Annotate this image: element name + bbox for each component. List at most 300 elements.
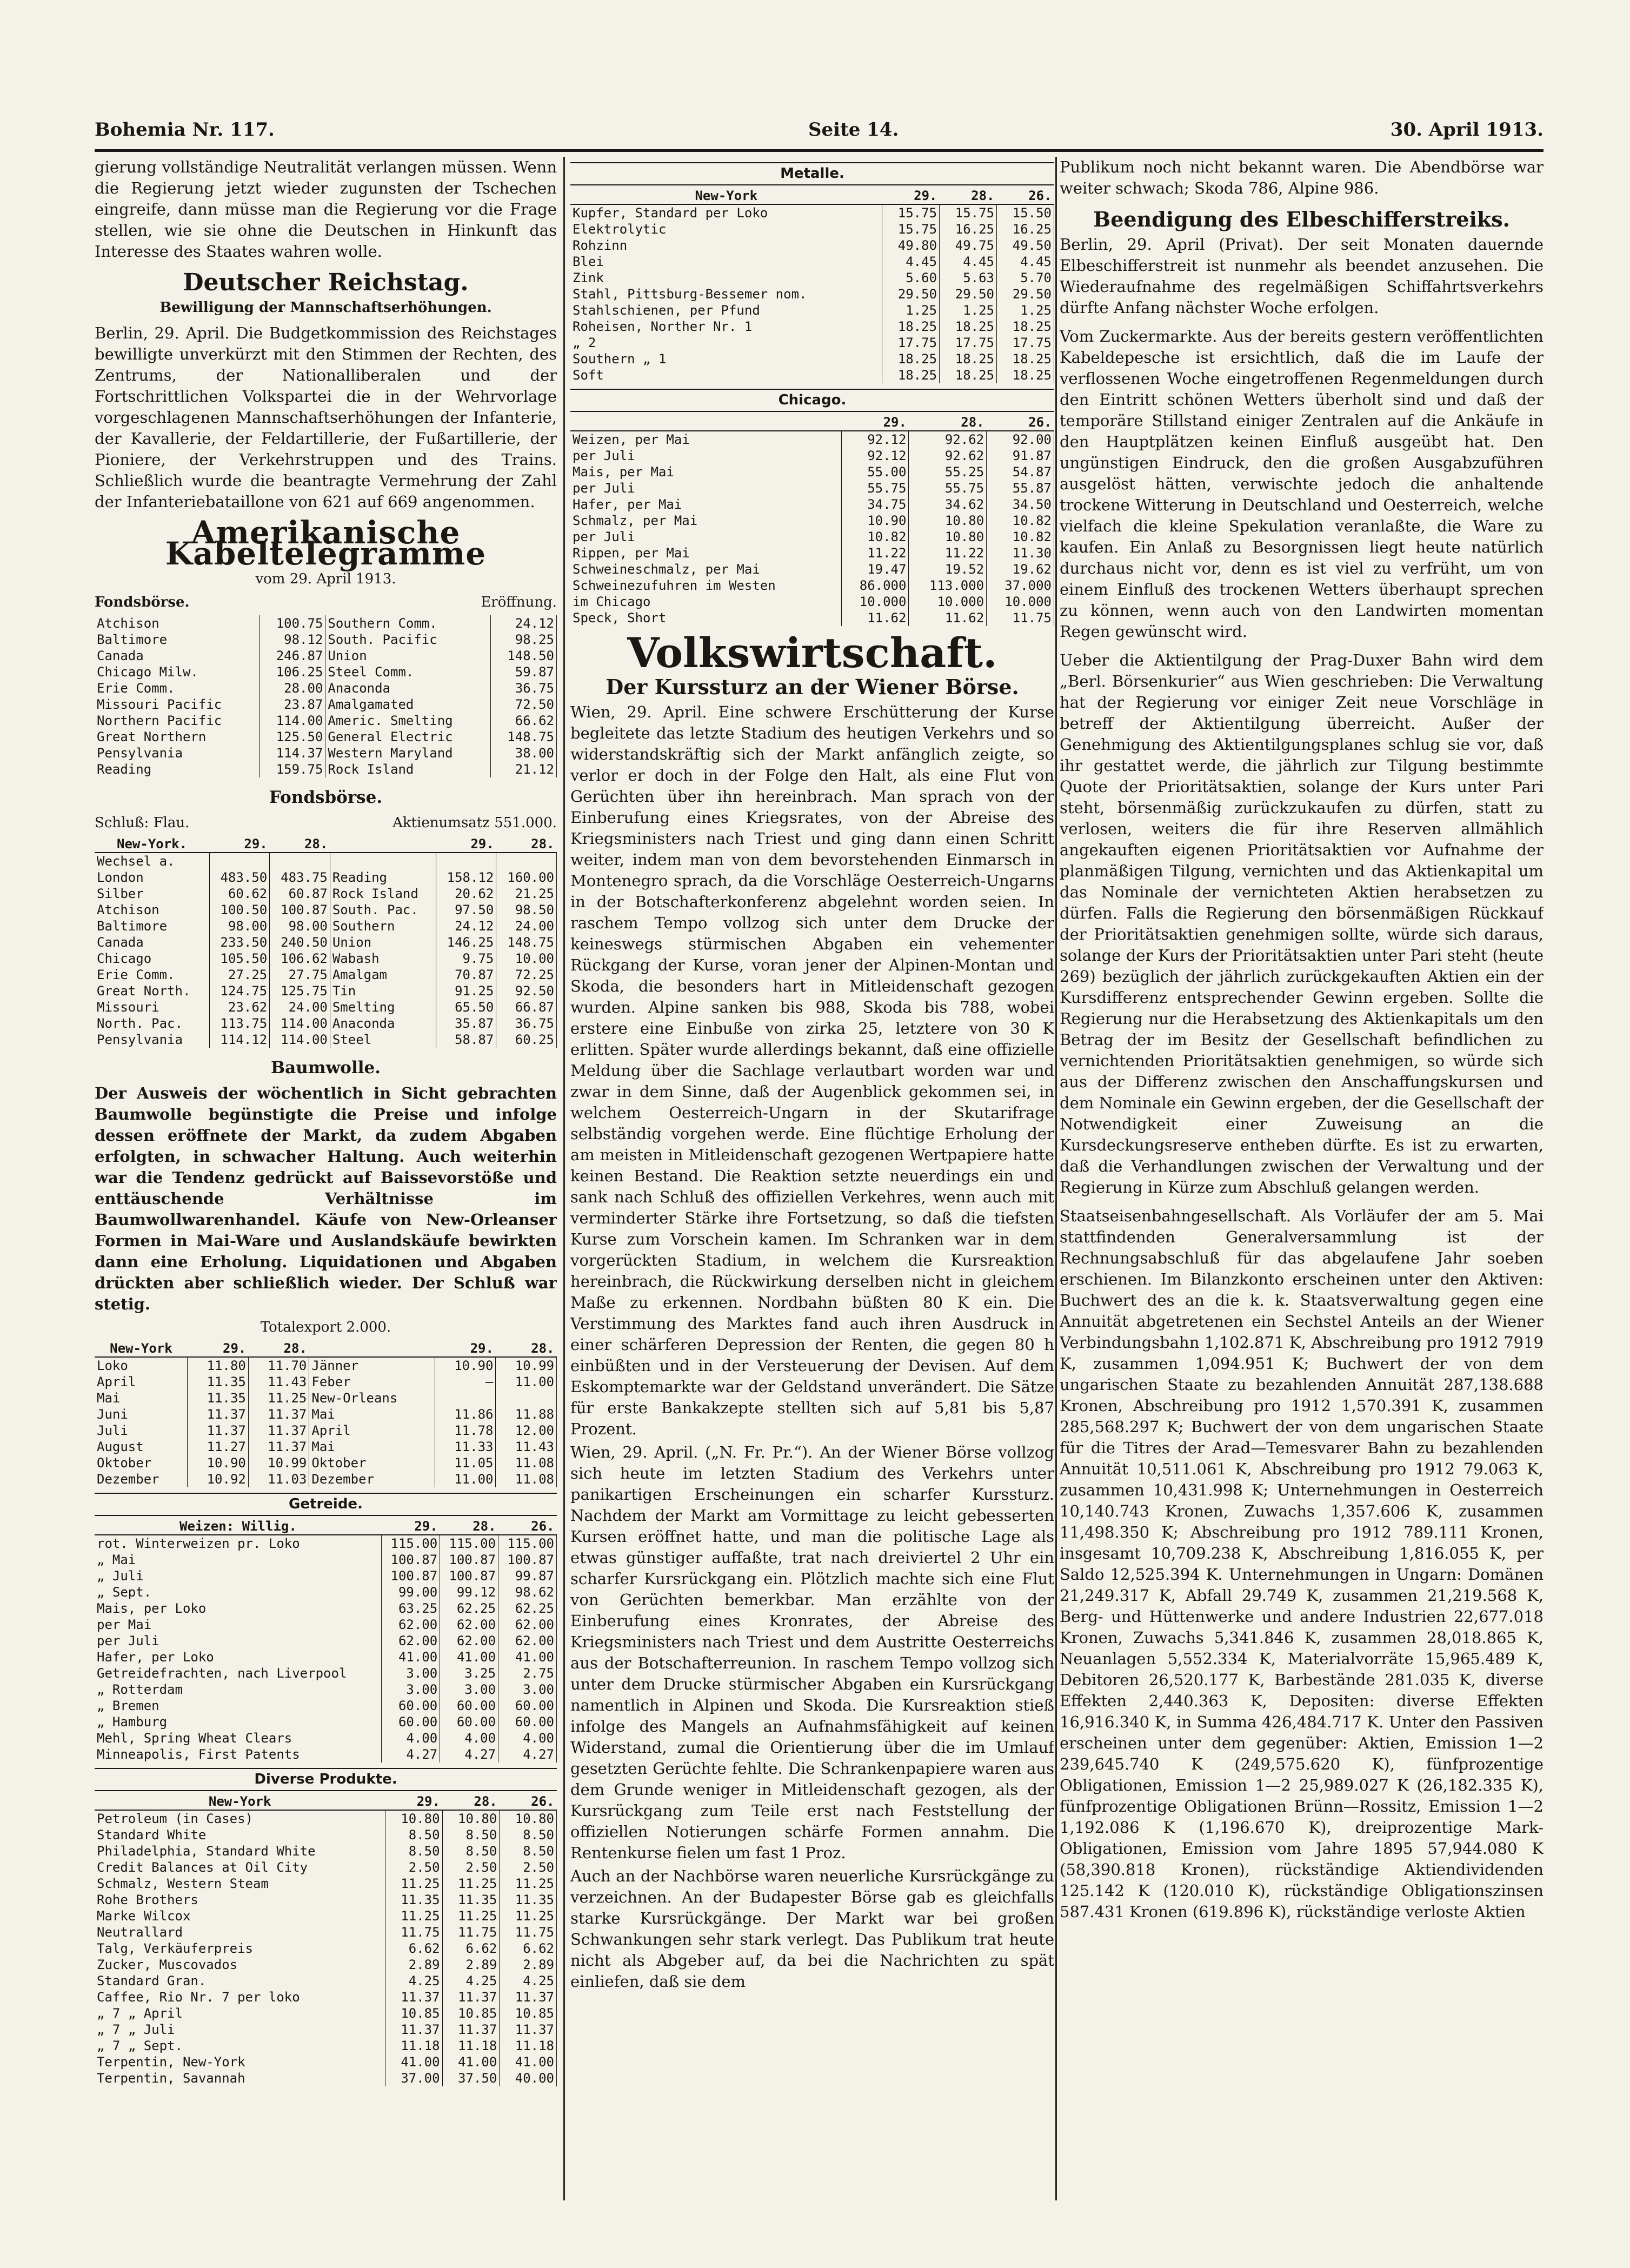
table-cell: Kupfer, Standard per Loko bbox=[570, 204, 882, 221]
table-cell: Missouri Pacific bbox=[95, 696, 260, 713]
table-cell: 41.00 bbox=[498, 1649, 557, 1665]
table-row bbox=[95, 1746, 557, 1762]
table-header-cell: New-York bbox=[95, 1793, 385, 1810]
table-cell: Stahl, Pittsburg-Bessemer nom. bbox=[570, 286, 882, 302]
table-cell: 59.87 bbox=[491, 664, 557, 680]
fonds2-left: Schluß: Flau. bbox=[95, 815, 190, 831]
fonds1-right: Eröffnung. bbox=[481, 594, 557, 610]
table-cell: Schweineschmalz, per Mai bbox=[570, 561, 841, 577]
table-cell: Dezember bbox=[95, 1471, 188, 1487]
table-cell: 100.87 bbox=[440, 1552, 498, 1568]
table-cell: 11.18 bbox=[385, 2038, 442, 2054]
table-cell: „ 7 „ Sept. bbox=[95, 2038, 385, 2054]
table-cell: 11.75 bbox=[987, 610, 1054, 626]
table-header-cell: 26. bbox=[500, 1793, 557, 1810]
table-cell: Mehl, Spring Wheat Clears bbox=[95, 1730, 382, 1746]
table-cell: 10.90 bbox=[841, 513, 909, 529]
table-header-row bbox=[95, 1518, 557, 1535]
table-cell: 4.45 bbox=[997, 254, 1054, 270]
table-cell: Mai bbox=[95, 1390, 188, 1406]
table-cell: Rock Island bbox=[325, 761, 491, 777]
table-cell: Schmalz, per Mai bbox=[570, 513, 841, 529]
table-cell: Union bbox=[330, 934, 436, 950]
table-cell: 18.25 bbox=[882, 351, 940, 367]
table-cell: 72.50 bbox=[491, 696, 557, 713]
table-row bbox=[95, 1875, 557, 1892]
table-cell: 8.50 bbox=[500, 1843, 557, 1859]
table-cell: per Juli bbox=[570, 480, 841, 496]
table-cell: 11.35 bbox=[385, 1892, 442, 1908]
table-row bbox=[95, 1633, 557, 1649]
table-cell: 27.75 bbox=[270, 967, 330, 983]
header-date: 30. April 1913. bbox=[1390, 119, 1543, 141]
table-cell: Juni bbox=[95, 1406, 188, 1422]
table-cell: 10.000 bbox=[841, 594, 909, 610]
table-cell: Amalgamated bbox=[325, 696, 491, 713]
table-cell: Mai bbox=[309, 1406, 435, 1422]
elbe-paragraph: Berlin, 29. April (Privat). Der seit Monaten dauernde Elbeschifferstreit ist nunmehr als beendet anzusehen. Die Wiederaufnahme des regelmäßigen Schiffahrtsverkehrs dürfte Anfang nächster Woche erfolgen. bbox=[1060, 235, 1543, 317]
table-cell: 114.00 bbox=[260, 713, 325, 729]
table-cell: im Chicago bbox=[570, 594, 841, 610]
table-cell: 100.50 bbox=[209, 902, 270, 918]
table-cell: Mai bbox=[309, 1439, 435, 1455]
table-cell: 4.25 bbox=[500, 1973, 557, 1989]
table-cell: 4.25 bbox=[442, 1973, 500, 1989]
table-cell: 40.00 bbox=[500, 2070, 557, 2086]
table-row bbox=[95, 1552, 557, 1568]
table-row bbox=[570, 221, 1054, 237]
table-cell: 62.00 bbox=[382, 1633, 440, 1649]
table-cell: April bbox=[95, 1374, 188, 1390]
baumwolle-table bbox=[95, 1340, 557, 1487]
table-row bbox=[570, 351, 1054, 367]
table-header-row bbox=[95, 1340, 557, 1357]
table-cell: Minneapolis, First Patents bbox=[95, 1746, 382, 1762]
table-header-row bbox=[95, 1793, 557, 1810]
table-cell: „ Hamburg bbox=[95, 1714, 382, 1730]
table-cell: 60.25 bbox=[496, 1032, 557, 1048]
table-cell: 54.87 bbox=[987, 464, 1054, 480]
table-cell: Marke Wilcox bbox=[95, 1908, 385, 1924]
table-cell: 1.25 bbox=[940, 302, 997, 318]
table-row bbox=[95, 1455, 557, 1471]
table-row bbox=[95, 934, 557, 950]
table-header-cell: 28. bbox=[442, 1793, 500, 1810]
table-cell: Chicago Milw. bbox=[95, 664, 260, 680]
table-cell: 11.25 bbox=[248, 1390, 309, 1406]
table-row bbox=[570, 480, 1054, 496]
table-cell: Southern Comm. bbox=[325, 615, 491, 631]
reichstag-paragraph: Berlin, 29. April. Die Budgetkommission des Reichstages bewilligte unverkürzt mit den Stimmen der Rechten, des Zentrums, der Nationalliberalen und der Fortschrittlichen Volkspartei die in der Wehrvorlage vorgeschlagenen Mannschaftserhöhungen der Infanterie, der Kavallerie, der Feldartillerie, der Fußartillerie, der Pioniere, der Verkehrstruppen und des Trains. Schließlich wurde die beantragte Vermehrung der Zahl der Infanteriebataillone von 621 auf 669 angenommen. bbox=[95, 324, 557, 511]
table-cell: April bbox=[309, 1422, 435, 1439]
table-cell: 2.50 bbox=[442, 1859, 500, 1875]
table-row bbox=[95, 967, 557, 983]
table-cell: 148.75 bbox=[496, 934, 557, 950]
table-cell: „ 2 bbox=[570, 335, 882, 351]
table-row bbox=[570, 529, 1054, 545]
table-row bbox=[570, 318, 1054, 335]
table-cell: Mais, per Loko bbox=[95, 1600, 382, 1617]
table-cell: 60.62 bbox=[209, 886, 270, 902]
table-cell: 115.00 bbox=[382, 1535, 440, 1552]
table-row bbox=[95, 1015, 557, 1032]
table-cell: 60.00 bbox=[498, 1714, 557, 1730]
table-header-row bbox=[95, 836, 557, 853]
produkte-heading: Diverse Produkte. bbox=[95, 1768, 557, 1791]
table-row bbox=[95, 1471, 557, 1487]
table-cell: 55.75 bbox=[841, 480, 909, 496]
table-cell: 34.75 bbox=[841, 496, 909, 513]
table-cell: 106.62 bbox=[270, 950, 330, 967]
table-cell: Elektrolytic bbox=[570, 221, 882, 237]
table-cell: 11.35 bbox=[442, 1892, 500, 1908]
table-cell: 10.80 bbox=[500, 1810, 557, 1827]
table-header-row bbox=[570, 188, 1054, 204]
fonds1-table bbox=[95, 615, 557, 777]
table-cell: 11.30 bbox=[987, 545, 1054, 561]
table-cell: 98.12 bbox=[260, 631, 325, 648]
table-row bbox=[95, 2038, 557, 2054]
table-cell: 11.37 bbox=[248, 1406, 309, 1422]
table-cell: 49.80 bbox=[882, 237, 940, 254]
table-cell: Union bbox=[325, 648, 491, 664]
table-row bbox=[95, 2021, 557, 2038]
table-cell: 63.25 bbox=[382, 1600, 440, 1617]
table-cell: „ Sept. bbox=[95, 1584, 382, 1600]
table-row bbox=[95, 631, 557, 648]
table-row bbox=[570, 545, 1054, 561]
table-cell: per Juli bbox=[95, 1633, 382, 1649]
table-cell bbox=[496, 853, 557, 869]
table-cell: 29.50 bbox=[997, 286, 1054, 302]
table-cell: 10.80 bbox=[385, 1810, 442, 1827]
table-cell: 62.25 bbox=[498, 1600, 557, 1617]
table-cell: 5.60 bbox=[882, 270, 940, 286]
table-cell: 10.85 bbox=[442, 2005, 500, 2021]
table-row bbox=[95, 886, 557, 902]
table-cell bbox=[209, 853, 270, 869]
table-cell: 99.00 bbox=[382, 1584, 440, 1600]
column-3 bbox=[1060, 157, 1543, 2200]
table-header-cell: New-York bbox=[95, 1340, 188, 1357]
table-cell: 55.75 bbox=[909, 480, 987, 496]
table-row bbox=[95, 1422, 557, 1439]
table-cell: 11.37 bbox=[500, 2021, 557, 2038]
table-cell: 60.87 bbox=[270, 886, 330, 902]
table-row bbox=[95, 1924, 557, 1940]
table-cell: Reading bbox=[95, 761, 260, 777]
table-cell: 4.00 bbox=[382, 1730, 440, 1746]
table-cell: 5.63 bbox=[940, 270, 997, 286]
fonds2-table bbox=[95, 836, 557, 1048]
table-row bbox=[95, 1989, 557, 2005]
table-cell: 11.25 bbox=[385, 1875, 442, 1892]
table-cell: 60.00 bbox=[440, 1698, 498, 1714]
table-cell: Steel Comm. bbox=[325, 664, 491, 680]
table-cell: 10.80 bbox=[909, 513, 987, 529]
table-cell: 11.22 bbox=[841, 545, 909, 561]
fonds1-labels bbox=[95, 592, 557, 613]
table-cell: Rock Island bbox=[330, 886, 436, 902]
table-cell: 4.25 bbox=[385, 1973, 442, 1989]
table-header-cell bbox=[309, 1340, 435, 1357]
table-cell: 2.89 bbox=[442, 1957, 500, 1973]
table-cell: 24.00 bbox=[496, 918, 557, 934]
table-header-cell: 28. bbox=[496, 1340, 557, 1357]
table-cell: 15.75 bbox=[940, 204, 997, 221]
table-cell bbox=[330, 853, 436, 869]
table-row bbox=[95, 1406, 557, 1422]
table-row bbox=[95, 1535, 557, 1552]
table-cell: 17.75 bbox=[940, 335, 997, 351]
table-cell: „ Bremen bbox=[95, 1698, 382, 1714]
table-cell: 41.00 bbox=[440, 1649, 498, 1665]
table-cell: 11.25 bbox=[500, 1875, 557, 1892]
table-row bbox=[570, 302, 1054, 318]
table-header-cell bbox=[330, 836, 436, 853]
table-cell: 98.00 bbox=[270, 918, 330, 934]
table-cell: 41.00 bbox=[385, 2054, 442, 2070]
table-cell: 483.50 bbox=[209, 869, 270, 886]
table-cell: Dezember bbox=[309, 1471, 435, 1487]
table-row bbox=[95, 680, 557, 696]
table-cell: per Mai bbox=[95, 1617, 382, 1633]
table-cell: „ Juli bbox=[95, 1568, 382, 1584]
table-cell: 92.00 bbox=[987, 431, 1054, 448]
table-row bbox=[95, 1390, 557, 1406]
table-row bbox=[570, 367, 1054, 383]
table-row bbox=[570, 254, 1054, 270]
table-cell: 18.25 bbox=[940, 351, 997, 367]
table-cell: Baltimore bbox=[95, 631, 260, 648]
table-row bbox=[95, 1439, 557, 1455]
column-1 bbox=[95, 157, 557, 2200]
table-cell: 483.75 bbox=[270, 869, 330, 886]
table-cell: 105.50 bbox=[209, 950, 270, 967]
table-cell: 6.62 bbox=[442, 1940, 500, 1957]
table-row bbox=[95, 1843, 557, 1859]
table-row bbox=[95, 1973, 557, 1989]
table-cell: 2.89 bbox=[385, 1957, 442, 1973]
table-cell: Smelting bbox=[330, 999, 436, 1015]
table-cell: 11.37 bbox=[442, 1989, 500, 2005]
table-cell: 11.75 bbox=[442, 1924, 500, 1940]
table-cell: 3.25 bbox=[440, 1665, 498, 1681]
table-cell: 11.37 bbox=[248, 1422, 309, 1439]
table-cell: per Juli bbox=[570, 448, 841, 464]
table-cell: Great Northern bbox=[95, 729, 260, 745]
chicago-heading: Chicago. bbox=[570, 389, 1054, 412]
table-cell: 158.12 bbox=[436, 869, 496, 886]
table-cell: 37.00 bbox=[385, 2070, 442, 2086]
table-row bbox=[95, 1730, 557, 1746]
table-header-cell: New-York bbox=[570, 188, 882, 204]
table-cell: 24.00 bbox=[270, 999, 330, 1015]
table-cell: 8.50 bbox=[442, 1827, 500, 1843]
table-cell: Weizen, per Mai bbox=[570, 431, 841, 448]
table-cell: 6.62 bbox=[385, 1940, 442, 1957]
table-cell: 233.50 bbox=[209, 934, 270, 950]
table-cell: 8.50 bbox=[385, 1827, 442, 1843]
table-cell: 11.25 bbox=[442, 1908, 500, 1924]
table-cell: 115.00 bbox=[498, 1535, 557, 1552]
table-row bbox=[95, 1617, 557, 1633]
column-divider bbox=[1055, 157, 1057, 2200]
table-cell: 37.000 bbox=[987, 577, 1054, 594]
table-row bbox=[95, 745, 557, 761]
table-row bbox=[570, 431, 1054, 448]
table-cell: 100.87 bbox=[382, 1552, 440, 1568]
table-cell: 10.85 bbox=[385, 2005, 442, 2021]
table-cell bbox=[496, 1390, 557, 1406]
table-cell: 11.35 bbox=[500, 1892, 557, 1908]
table-header-cell: Weizen: Willig. bbox=[95, 1518, 382, 1535]
table-cell: Neutrallard bbox=[95, 1924, 385, 1940]
table-row bbox=[95, 729, 557, 745]
table-cell: 92.62 bbox=[909, 448, 987, 464]
table-row bbox=[95, 648, 557, 664]
table-cell: 24.12 bbox=[491, 615, 557, 631]
table-cell: 92.12 bbox=[841, 431, 909, 448]
table-cell: 10.80 bbox=[442, 1810, 500, 1827]
table-cell: 38.00 bbox=[491, 745, 557, 761]
table-cell: Rohzinn bbox=[570, 237, 882, 254]
table-row bbox=[95, 1584, 557, 1600]
table-cell: New-Orleans bbox=[309, 1390, 435, 1406]
table-cell: 8.50 bbox=[385, 1843, 442, 1859]
table-header-cell: 29. bbox=[385, 1793, 442, 1810]
table-cell: 2.50 bbox=[500, 1859, 557, 1875]
table-header-cell: 29. bbox=[882, 188, 940, 204]
table-cell: Talg, Verkäuferpreis bbox=[95, 1940, 385, 1957]
table-header-cell: 29. bbox=[841, 414, 909, 431]
table-row bbox=[570, 335, 1054, 351]
table-cell: 91.25 bbox=[436, 983, 496, 999]
table-cell: 2.50 bbox=[385, 1859, 442, 1875]
table-cell: 113.000 bbox=[909, 577, 987, 594]
table-cell: 92.50 bbox=[496, 983, 557, 999]
table-cell: Pensylvania bbox=[95, 1032, 209, 1048]
getreide-heading: Getreide. bbox=[95, 1493, 557, 1516]
table-row bbox=[570, 496, 1054, 513]
table-row bbox=[570, 286, 1054, 302]
column-2 bbox=[570, 157, 1054, 2200]
table-cell: 41.00 bbox=[500, 2054, 557, 2070]
table-row bbox=[95, 2070, 557, 2086]
table-header-row bbox=[570, 414, 1054, 431]
table-cell: 11.00 bbox=[496, 1374, 557, 1390]
metalle-heading: Metalle. bbox=[570, 162, 1054, 185]
table-cell: 11.18 bbox=[500, 2038, 557, 2054]
baumwolle-paragraph: Der Ausweis der wöchentlich in Sicht gebrachten Baumwolle begünstigte die Preise und infolge dessen eröffnete der Markt, da zudem Abgaben erfolgten, in schwacher Haltung. Auch weiterhin war die Tendenz gedrückt auf Baissevorstöße und enttäuschende Verhältnisse im Baumwollwarenhandel. Käufe von New-Orleanser Formen in Mai-Ware und Auslandskäufe bewirkten dann eine Erholung. Liquidationen und Abgaben drückten aber schließlich wieder. Der Schluß war stetig. bbox=[95, 1084, 557, 1313]
table-cell: Blei bbox=[570, 254, 882, 270]
table-header-cell: New-York. bbox=[95, 836, 209, 853]
table-cell: North. Pac. bbox=[95, 1015, 209, 1032]
table-cell: Anaconda bbox=[325, 680, 491, 696]
table-cell: Tin bbox=[330, 983, 436, 999]
table-cell: 27.25 bbox=[209, 967, 270, 983]
table-cell: 18.25 bbox=[940, 367, 997, 383]
table-cell: 11.22 bbox=[909, 545, 987, 561]
table-row bbox=[570, 237, 1054, 254]
chicago-table bbox=[570, 414, 1054, 626]
table-row bbox=[570, 204, 1054, 221]
table-cell: 125.50 bbox=[260, 729, 325, 745]
table-cell: 18.25 bbox=[997, 351, 1054, 367]
table-header-cell: 26. bbox=[498, 1518, 557, 1535]
table-cell: 100.75 bbox=[260, 615, 325, 631]
table-row bbox=[95, 1859, 557, 1875]
table-cell: 92.12 bbox=[841, 448, 909, 464]
table-cell: 5.70 bbox=[997, 270, 1054, 286]
table-cell: 10.82 bbox=[987, 529, 1054, 545]
table-header-cell: 28. bbox=[496, 836, 557, 853]
table-cell: 65.50 bbox=[436, 999, 496, 1015]
table-row bbox=[95, 1681, 557, 1698]
table-cell: 4.27 bbox=[498, 1746, 557, 1762]
table-cell: 148.75 bbox=[491, 729, 557, 745]
table-cell: 11.08 bbox=[496, 1455, 557, 1471]
table-cell: 11.37 bbox=[500, 1989, 557, 2005]
table-row bbox=[95, 696, 557, 713]
table-cell: 11.70 bbox=[248, 1357, 309, 1374]
table-cell: 29.50 bbox=[882, 286, 940, 302]
staatseisenbahn-paragraph: Staatseisenbahngesellschaft. Als Vorläufer der am 5. Mai stattfindenden Generalversammlung ist der Rechnungsabschluß für das abgelaufene Jahr soeben erschienen. Im Bilanzkonto erscheinen unter den Aktiven: Buchwert des an die k. k. Staatsverwaltung gegen eine Annuität abgetretenen ein Sechstel Anteils an der Wiener Verbindungsbahn 1,102.871 K, Abschreibung pro 1912 7919 K, zusammen 1,094.951 K; Buchwert der von dem ungarischen Staate zu bezahlenden Annuität 287,138.688 Kronen, Abschreibung pro 1912 1,570.391 K, zusammen 285,568.297 K; Buchwert der von dem ungarischen Staate für die Titres der Arad—Temesvarer Bahn zu bezahlenden Annuität 10,511.061 K, Abschreibung pro 1912 79.063 K, zusammen 10,431.998 K; Unternehmungen in Oesterreich 10,140.743 Kronen, Zuwachs 1,357.606 K, zusammen 11,498.350 K; Abschreibung pro 1912 789.111 Kronen, insgesamt 10,709.238 K, Abschreibung 1,816.055 K, per Saldo 12,525.394 K. Unternehmungen in Ungarn: Domänen 21,249.317 K, Abfall 29.749 K, zusammen 21,219.568 K, Berg- und Hüttenwerke und andere Industrien 22,677.018 Kronen, Zuwachs 5,341.846 K, zusammen 28,018.865 K, Neuanlagen 5,552.334 K, Materialvorräte 15,965.489 K, Debitoren 26,520.177 K, Barbestände 281.035 K, diverse Effekten 2,440.363 K, Depositen: diverse Effekten 16,916.340 K, in Summa 426,484.717 K. Unter den Passiven erscheinen unter dem gegenüber: Aktien, Emission 1—2 239,645.740 K (249,575.620 K), fünfprozentige Obligationen, Emission 1—2 25,989.027 K (26,182.335 K), fünfprozentige Obligationen Brünn—Rossitz, Emission 1—2 1,192.086 K (1,196.670 K), dreiprozentige Mark-Obligationen, Emission vom Jahre 1895 57,944.080 K (58,390.818 Kronen), rückständige Aktiendividenden 125.142 K (120.010 K), rückständige Obligationszinsen 587.431 Kronen (619.896 K), rückständige verloste Aktien bbox=[1060, 1207, 1543, 1921]
table-cell: 11.43 bbox=[496, 1439, 557, 1455]
table-row bbox=[570, 594, 1054, 610]
table-cell: Hafer, per Mai bbox=[570, 496, 841, 513]
table-cell: 55.25 bbox=[909, 464, 987, 480]
table-row bbox=[95, 1568, 557, 1584]
table-cell: Wechsel a. bbox=[95, 853, 209, 869]
table-cell: Loko bbox=[95, 1357, 188, 1374]
table-cell: Getreidefrachten, nach Liverpool bbox=[95, 1665, 382, 1681]
table-cell: 100.87 bbox=[270, 902, 330, 918]
table-cell: 3.00 bbox=[498, 1681, 557, 1698]
table-header-cell: 28. bbox=[248, 1340, 309, 1357]
table-row bbox=[95, 1908, 557, 1924]
table-header-cell: 29. bbox=[436, 836, 496, 853]
table-cell: General Electric bbox=[325, 729, 491, 745]
table-header-cell: 26. bbox=[987, 414, 1054, 431]
table-cell: 60.00 bbox=[440, 1714, 498, 1730]
table-cell: 11.43 bbox=[248, 1374, 309, 1390]
table-cell: 35.87 bbox=[436, 1015, 496, 1032]
table-cell: „ Rotterdam bbox=[95, 1681, 382, 1698]
table-cell: 2.89 bbox=[500, 1957, 557, 1973]
table-cell: 60.00 bbox=[498, 1698, 557, 1714]
table-row bbox=[95, 1698, 557, 1714]
table-cell: 11.25 bbox=[442, 1875, 500, 1892]
table-cell: 34.50 bbox=[987, 496, 1054, 513]
table-cell: 28.00 bbox=[260, 680, 325, 696]
table-row bbox=[95, 999, 557, 1015]
table-cell: 4.27 bbox=[382, 1746, 440, 1762]
table-cell: 10.90 bbox=[188, 1455, 249, 1471]
table-cell: 106.25 bbox=[260, 664, 325, 680]
table-cell: Atchison bbox=[95, 902, 209, 918]
table-cell: 11.25 bbox=[385, 1908, 442, 1924]
table-cell: Steel bbox=[330, 1032, 436, 1048]
table-cell: rot. Winterweizen pr. Loko bbox=[95, 1535, 382, 1552]
table-cell: Terpentin, New-York bbox=[95, 2054, 385, 2070]
table-cell: Mais, per Mai bbox=[570, 464, 841, 480]
table-cell: 11.27 bbox=[188, 1439, 249, 1455]
table-cell: 29.50 bbox=[940, 286, 997, 302]
table-row bbox=[95, 1810, 557, 1827]
table-cell: 8.50 bbox=[500, 1827, 557, 1843]
table-cell: 11.78 bbox=[435, 1422, 496, 1439]
